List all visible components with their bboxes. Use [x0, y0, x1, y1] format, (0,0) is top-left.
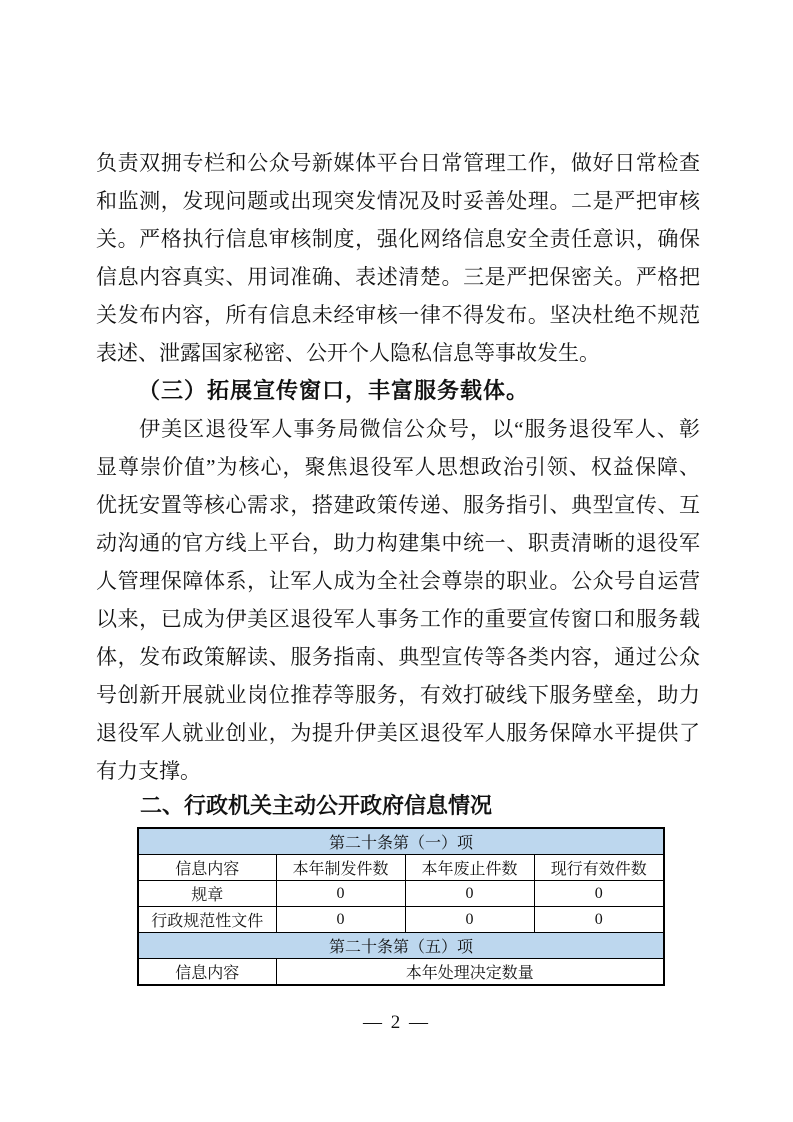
- text-line: 号创新开展就业岗位推荐等服务，有效打破线下服务壁垒，助力: [96, 683, 700, 707]
- row-label-cell: 规章: [138, 881, 276, 907]
- section-heading-three: （三）拓展宣传窗口，丰富服务载体。: [138, 378, 530, 403]
- table-section-title: 第二十条第（一）项: [138, 828, 664, 855]
- table-section-header-row: [138, 933, 664, 959]
- table-row: [138, 907, 664, 933]
- value-cell: 0: [534, 907, 664, 933]
- value-cell: 0: [276, 881, 405, 907]
- table-section-header-row: [138, 828, 664, 855]
- table-section-title: 第二十条第（五）项: [138, 933, 664, 959]
- page-number: — 2 —: [363, 1012, 430, 1033]
- value-cell: 0: [405, 907, 534, 933]
- text-line: 表述、泄露国家秘密、公开个人隐私信息等事故发生。: [96, 341, 600, 365]
- text-line: 关发布内容，所有信息未经审核一律不得发布。坚决杜绝不规范: [96, 303, 700, 327]
- text-line: 伊美区退役军人事务局微信公众号，以“服务退役军人、彰: [139, 417, 700, 441]
- row-label-cell: 行政规范性文件: [138, 907, 276, 933]
- value-cell: 0: [276, 907, 405, 933]
- column-header-cell: 信息内容: [138, 855, 276, 881]
- column-header-cell: 本年制发件数: [276, 855, 405, 881]
- text-line: 负责双拥专栏和公众号新媒体平台日常管理工作，做好日常检查: [96, 151, 700, 175]
- text-line: 有力支撑。: [96, 759, 201, 783]
- column-header-cell: 本年废止件数: [405, 855, 534, 881]
- text-line: 优抚安置等核心需求，搭建政策传递、服务指引、典型宣传、互: [96, 493, 700, 517]
- info-disclosure-table: [137, 827, 665, 986]
- paragraph-block-1: [96, 144, 700, 372]
- table-row: [138, 959, 664, 986]
- table-row: [138, 881, 664, 907]
- text-line: 关。严格执行信息审核制度，强化网络信息安全责任意识，确保: [96, 227, 700, 251]
- text-line: 人管理保障体系，让军人成为全社会尊崇的职业。公众号自运营: [96, 569, 700, 593]
- document-body: [96, 144, 700, 986]
- text-line: 显尊崇价值”为核心，聚焦退役军人思想政治引领、权益保障、: [96, 455, 700, 479]
- section-heading-two: 二、行政机关主动公开政府信息情况: [140, 793, 493, 818]
- table-column-header-row: [138, 855, 664, 881]
- value-cell: 本年处理决定数量: [276, 959, 664, 986]
- value-cell: 0: [534, 881, 664, 907]
- text-line: 退役军人就业创业，为提升伊美区退役军人服务保障水平提供了: [96, 721, 700, 745]
- column-header-cell: 现行有效件数: [534, 855, 664, 881]
- paragraph-block-2: [96, 410, 700, 790]
- value-cell: 0: [405, 881, 534, 907]
- text-line: 以来，已成为伊美区退役军人事务工作的重要宣传窗口和服务载: [96, 607, 700, 631]
- row-label-cell: 信息内容: [138, 959, 276, 986]
- text-line: 和监测，发现问题或出现突发情况及时妥善处理。二是严把审核: [96, 189, 700, 213]
- text-line: 动沟通的官方线上平台，助力构建集中统一、职责清晰的退役军: [96, 531, 700, 555]
- text-line: 体，发布政策解读、服务指南、典型宣传等各类内容，通过公众: [96, 645, 700, 669]
- text-line: 信息内容真实、用词准确、表述清楚。三是严把保密关。严格把: [96, 265, 700, 289]
